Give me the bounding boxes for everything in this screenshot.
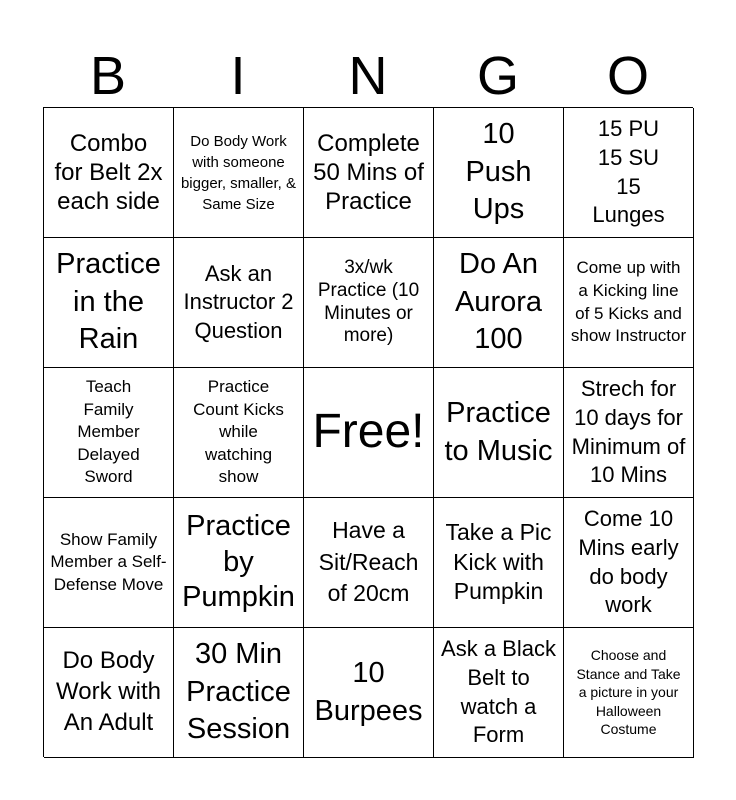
header-letter-o: O: [606, 46, 649, 106]
cell-text: Ask an Instructor 2 Question: [183, 260, 294, 343]
cell-text: 30 Min Practice Session: [186, 637, 291, 746]
header-letter-b: B: [89, 46, 127, 106]
cell-text: Do Body Work with An Adult: [56, 647, 161, 736]
bingo-cell[interactable]: [434, 498, 564, 628]
cell-text: 10 Burpees: [314, 657, 423, 727]
cell-text: Do Body Work with someone bigger, smaller, & Same Size: [180, 132, 297, 213]
cell-text: Choose and Stance and Take a picture in your Halloween Costume: [576, 647, 681, 738]
bingo-cell[interactable]: [564, 628, 694, 758]
cell-text: Strech for 10 days for Minimum of 10 Mins: [571, 376, 686, 488]
cell-text: Come up with a Kicking line of 5 Kicks and show Instructor: [570, 258, 687, 346]
bingo-cell[interactable]: [174, 108, 304, 238]
bingo-cell[interactable]: [304, 108, 434, 238]
bingo-cell[interactable]: [44, 238, 174, 368]
bingo-cell[interactable]: [174, 238, 304, 368]
bingo-cell[interactable]: [44, 108, 174, 238]
bingo-cell[interactable]: [434, 108, 564, 238]
bingo-header: [43, 44, 693, 108]
cell-text: 15 PU 15 SU 15 Lunges: [592, 116, 665, 228]
bingo-cell[interactable]: [434, 238, 564, 368]
cell-text: Show Family Member a Self-Defense Move: [50, 529, 167, 594]
bingo-cell[interactable]: [44, 368, 174, 498]
bingo-cell[interactable]: [304, 368, 434, 498]
cell-text: Practice by Pumpkin: [182, 510, 295, 614]
bingo-cell[interactable]: [564, 498, 694, 628]
bingo-cell[interactable]: [44, 498, 174, 628]
cell-text: Come 10 Mins early do body work: [578, 506, 679, 618]
cell-text: Ask a Black Belt to watch a Form: [441, 636, 556, 748]
bingo-cell[interactable]: [304, 238, 434, 368]
bingo-cell[interactable]: [304, 628, 434, 758]
bingo-cell[interactable]: [174, 628, 304, 758]
bingo-cell[interactable]: [174, 368, 304, 498]
bingo-cell[interactable]: [304, 498, 434, 628]
bingo-cell[interactable]: [434, 368, 564, 498]
header-letter-g: G: [476, 46, 519, 106]
bingo-cell[interactable]: [564, 108, 694, 238]
bingo-cell[interactable]: [434, 628, 564, 758]
bingo-cell[interactable]: [174, 498, 304, 628]
bingo-cell[interactable]: [564, 238, 694, 368]
header-letter-n: N: [348, 46, 388, 106]
bingo-board: [43, 107, 693, 757]
cell-text: Have a Sit/Reach of 20cm: [318, 516, 419, 607]
cell-text: Free!: [312, 405, 425, 459]
bingo-cell[interactable]: [44, 628, 174, 758]
cell-text: Teach Family Member Delayed Sword: [77, 376, 140, 487]
cell-text: 10 Push Ups: [465, 117, 532, 226]
bingo-cell[interactable]: [564, 368, 694, 498]
cell-text: Complete 50 Mins of Practice: [313, 129, 424, 216]
cell-text: Take a Pic Kick with Pumpkin: [445, 519, 552, 605]
cell-text: Practice to Music: [444, 396, 553, 467]
cell-text: Do An Aurora 100: [454, 247, 543, 356]
header-letter-i: I: [230, 46, 246, 106]
cell-text: Practice Count Kicks while watching show: [193, 376, 284, 487]
cell-text: Combo for Belt 2x each side: [54, 129, 163, 216]
cell-text: 3x/wk Practice (10 Minutes or more): [317, 256, 420, 347]
cell-text: Practice in the Rain: [56, 247, 161, 356]
